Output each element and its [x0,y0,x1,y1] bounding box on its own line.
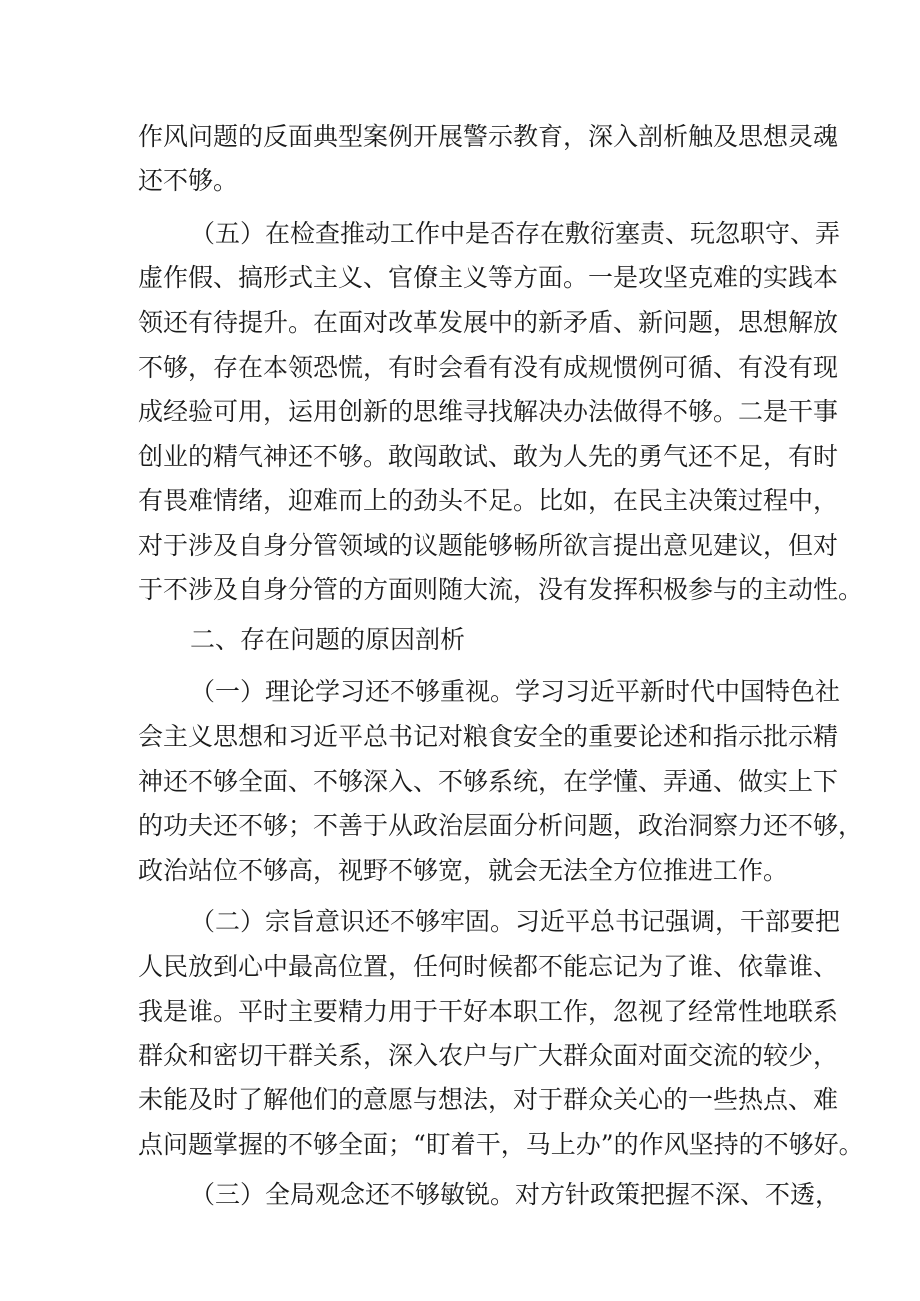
body-line: 政治站位不够高，视野不够宽，就会无法全方位推进工作。 [138,856,789,885]
subsection-three-heading: （三）全局观念还不够敏锐。对方针政策把握不深、不透， [190,1180,841,1209]
body-line: 人民放到心中最高位置，任何时候都不能忘记为了谁、依靠谁、 [138,952,839,981]
body-line: 的功夫还不够；不善于从政治层面分析问题，政治洞察力还不够， [138,811,864,840]
body-line: 领还有待提升。在面对改革发展中的新矛盾、新问题，思想解放 [138,308,839,337]
body-line: 我是谁。平时主要精力用于干好本职工作，忽视了经常性地联系 [138,997,839,1026]
body-line: 虚作假、搞形式主义、官僚主义等方面。一是攻坚克难的实践本 [138,263,839,292]
body-line: 神还不够全面、不够深入、不够系统，在学懂、弄通、做实上下 [138,767,839,796]
section-five-heading: （五）在检查推动工作中是否存在敷衍塞责、玩忽职守、弄 [190,219,841,248]
body-line: 会主义思想和习近平总书记对粮食安全的重要论述和指示批示精 [138,722,839,751]
subsection-two-heading: （二）宗旨意识还不够牢固。习近平总书记强调，干部要把 [190,907,841,936]
body-line: 点问题掌握的不够全面；“盯着干，马上办”的作风坚持的不够好。 [138,1130,864,1159]
body-line: 成经验可用，运用创新的思维寻找解决办法做得不够。二是干事 [138,397,839,426]
body-line: 对于涉及自身分管领域的议题能够畅所欲言提出意见建议，但对 [138,531,839,560]
subsection-one-heading: （一）理论学习还不够重视。学习习近平新时代中国特色社 [190,677,841,706]
body-line: 创业的精气神还不够。敢闯敢试、敢为人先的勇气还不足，有时 [138,442,839,471]
body-line: 有畏难情绪，迎难而上的劲头不足。比如，在民主决策过程中， [138,486,839,515]
body-line: 作风问题的反面典型案例开展警示教育，深入剖析触及思想灵魂 [138,122,839,151]
body-line: 于不涉及自身分管的方面则随大流，没有发挥积极参与的主动性。 [138,575,864,604]
body-line: 还不够。 [138,166,239,195]
body-line: 未能及时了解他们的意愿与想法，对于群众关心的一些热点、难 [138,1085,839,1114]
body-line: 不够，存在本领恐慌，有时会看有没有成规惯例可循、有没有现 [138,353,839,382]
body-line: 群众和密切干群关系，深入农户与广大群众面对面交流的较少， [138,1041,839,1070]
section-heading: 二、存在问题的原因剖析 [190,625,466,654]
